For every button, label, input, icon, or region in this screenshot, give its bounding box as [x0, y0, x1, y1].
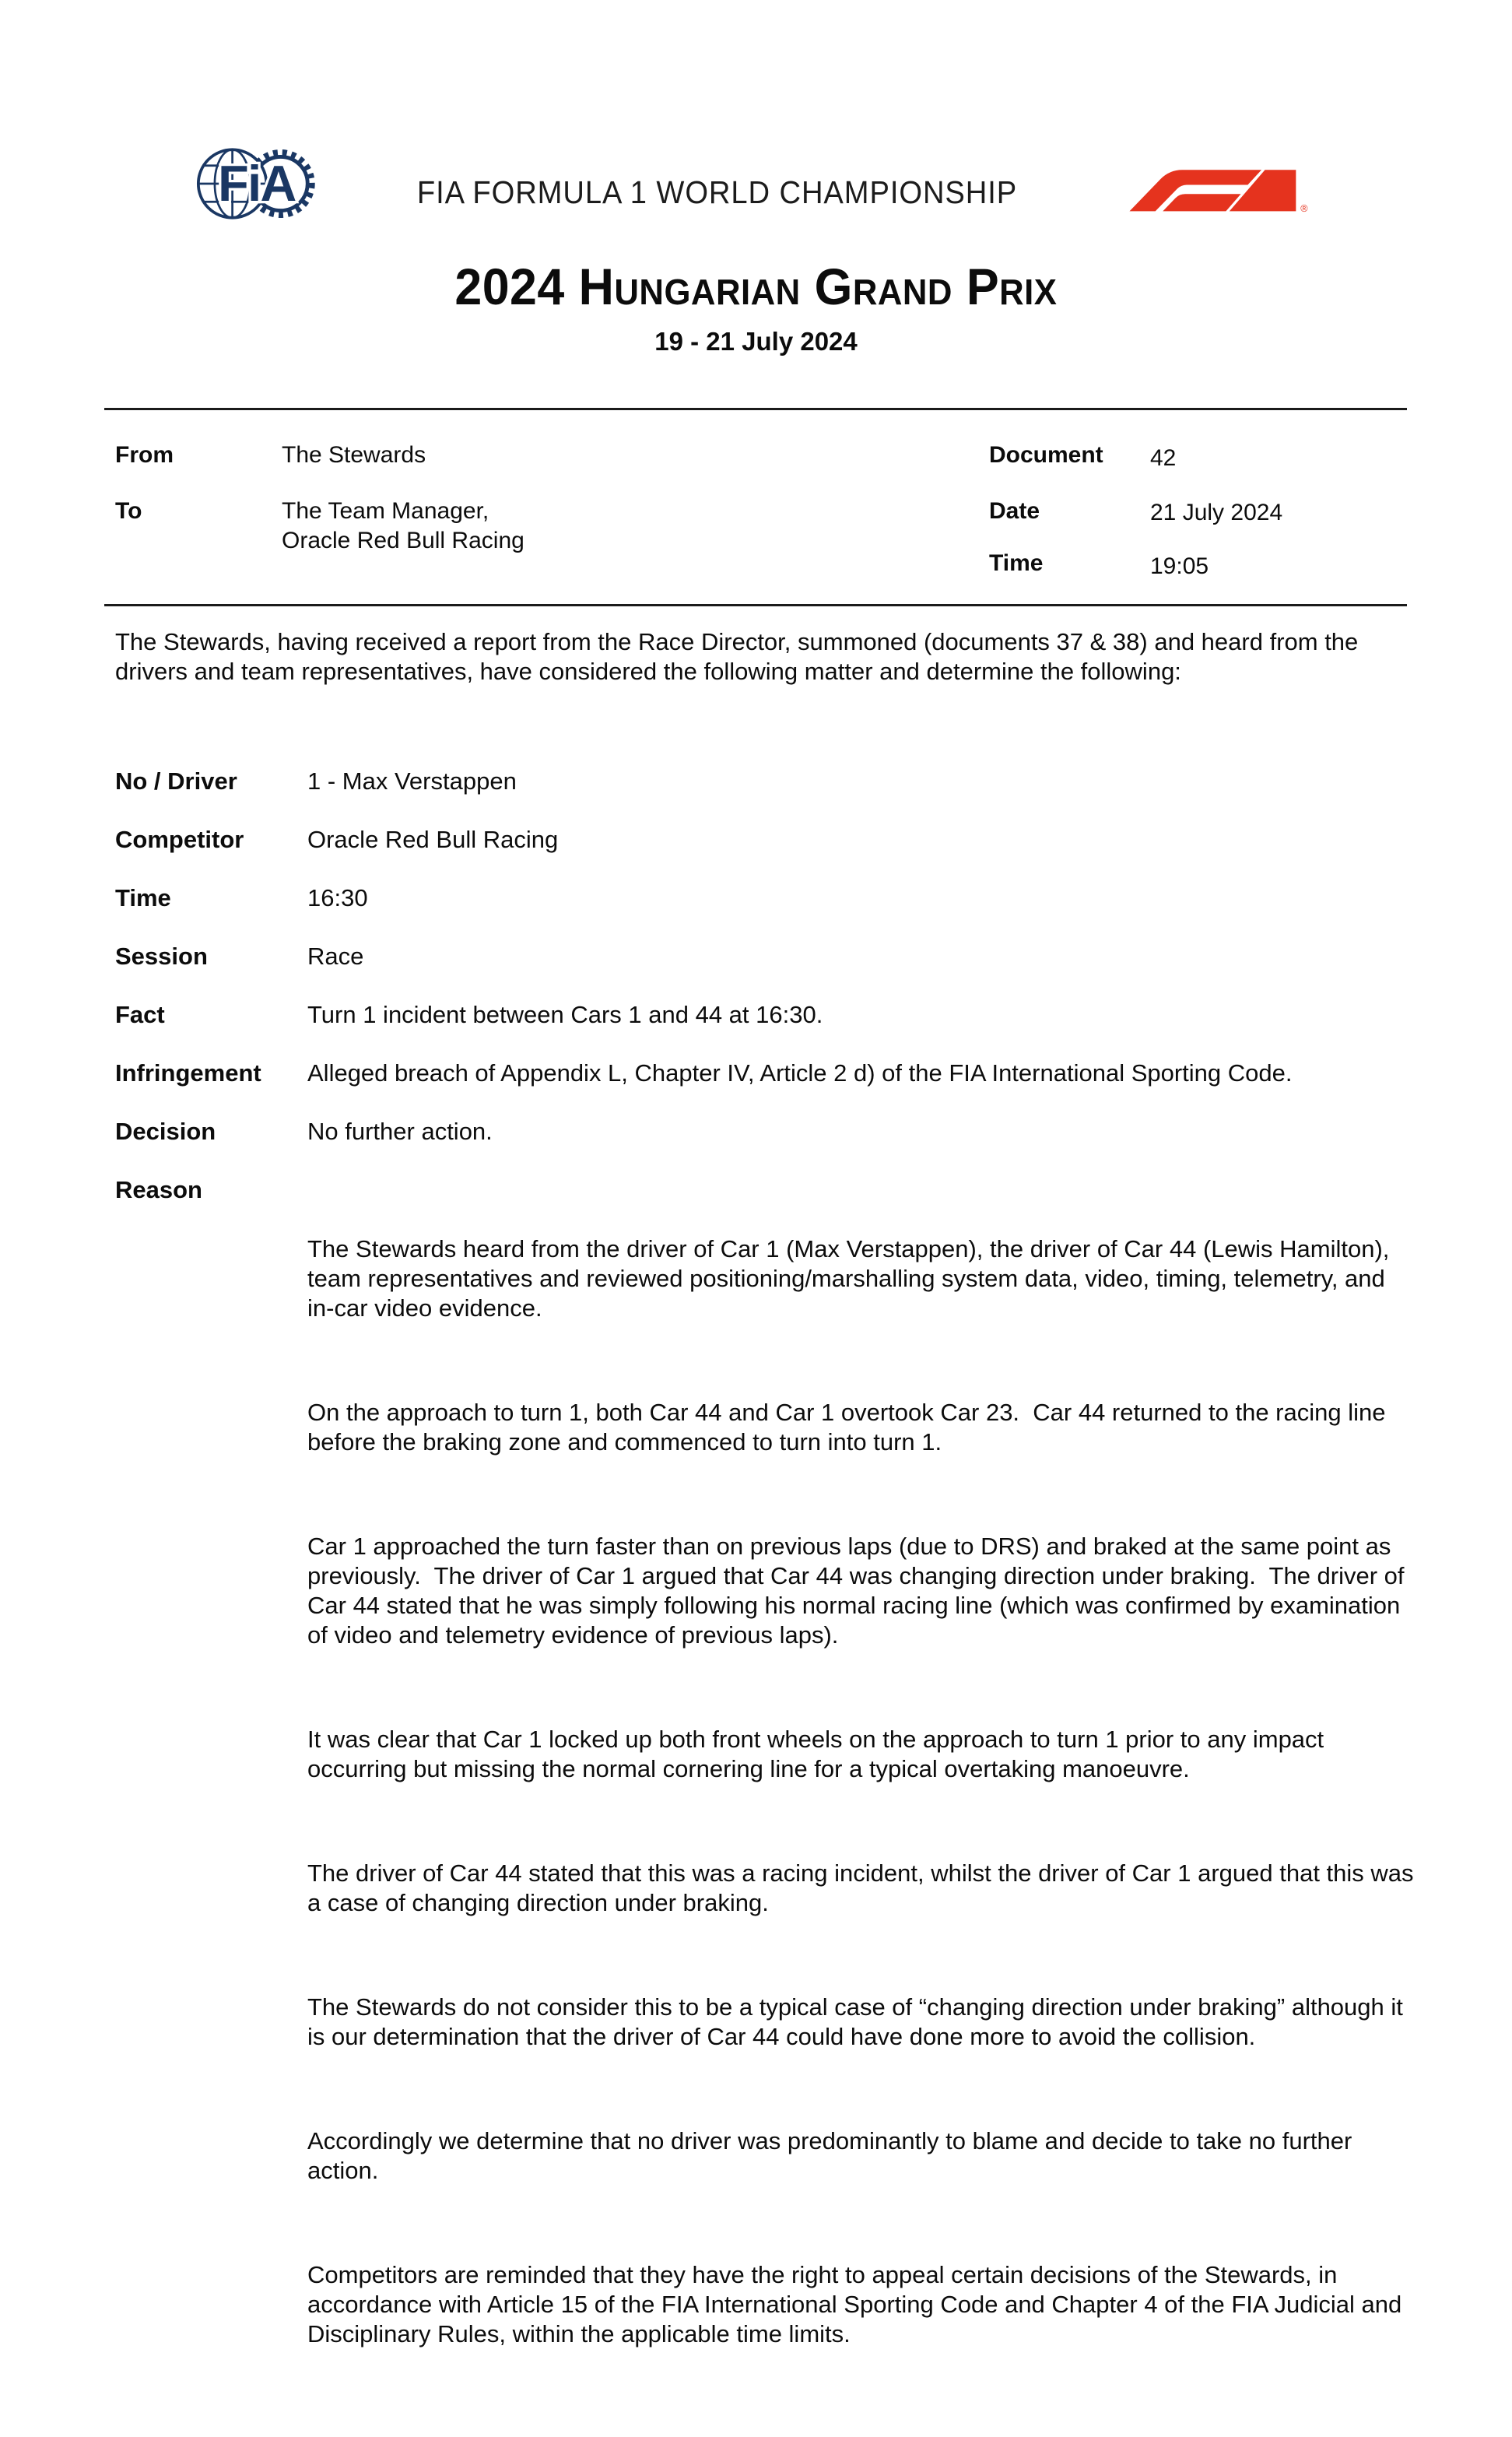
session-label: Session	[115, 943, 208, 970]
reason-paragraph: The Stewards do not consider this to be a typical case of “changing direction under braking” although it is our determination that the driver of Car 44 could have done more to avoid the collision.	[307, 1993, 1410, 2050]
decision-label: Decision	[115, 1118, 216, 1145]
field-row-decision	[115, 1117, 1418, 1147]
f1-logo-f-mid	[1163, 194, 1240, 211]
reason-label: Reason	[115, 1176, 202, 1203]
event-title-text: 2024 Hungarian Grand Prix	[454, 258, 1058, 315]
field-row-competitor	[115, 825, 1418, 855]
reason-paragraph: The Stewards heard from the driver of Car 1 (Max Verstappen), the driver of Car 44 (Lewis Hamilton), team representatives and reviewed positioning/marshalling system data, video, timing, telemetry, and in-car video evidence.	[307, 1235, 1397, 1322]
reason-paragraph: It was clear that Car 1 locked up both front wheels on the approach to turn 1 prior to any impact occurring but missing the normal cornering line for a typical overtaking manoeuvre.	[307, 1726, 1331, 1782]
field-row-reason	[115, 1175, 1421, 2408]
infringement-value: Alleged breach of Appendix L, Chapter IV, Article 2 d) of the FIA International Sporting Code.	[307, 1059, 1293, 1087]
infringement-label: Infringement	[115, 1059, 261, 1087]
horizontal-rule-top	[104, 408, 1407, 410]
reason-paragraph: Competitors are reminded that they have the right to appeal certain decisions of the Stewards, in accordance with Article 15 of the FIA International Sporting Code and Chapter 4 of the FIA Judicial and Disciplinary Rules, within the applicable time limits.	[307, 2261, 1409, 2347]
event-title	[0, 257, 1512, 316]
field-row-time	[115, 883, 1418, 913]
from-value: The Stewards	[282, 442, 426, 468]
event-dates: 19 - 21 July 2024	[654, 327, 858, 356]
to-value-line2: Oracle Red Bull Racing	[282, 528, 524, 553]
document-label: Document	[989, 442, 1103, 468]
reason-value	[307, 1175, 1421, 2408]
championship-title: FIA FORMULA 1 WORLD CHAMPIONSHIP	[416, 174, 1018, 210]
session-value: Race	[307, 943, 364, 970]
competitor-value: Oracle Red Bull Racing	[307, 826, 559, 853]
time-label: Time	[989, 550, 1044, 576]
to-value	[282, 497, 749, 553]
decision-value: No further action.	[307, 1118, 493, 1145]
fia-logo-text: FiA	[218, 155, 296, 212]
field-row-fact	[115, 1000, 1418, 1030]
reason-paragraph: The driver of Car 44 stated that this was a racing incident, whilst the driver of Car 1 argued that this was a case of changing direction under braking.	[307, 1859, 1421, 1916]
decision-fields	[115, 767, 1421, 2437]
intro-paragraph: The Stewards, having received a report from the Race Director, summoned (documents 37 & 38) and heard from the drivers and team representatives, have considered the following matter and determine the following:	[115, 628, 1359, 685]
reason-paragraph: On the approach to turn 1, both Car 44 and Car 1 overtook Car 23. Car 44 returned to the racing line before the braking zone and commenced to turn into turn 1.	[307, 1399, 1393, 1456]
competitor-label: Competitor	[115, 826, 244, 853]
to-label: To	[115, 498, 142, 524]
from-label: From	[115, 442, 174, 468]
no-driver-label: No / Driver	[115, 767, 237, 795]
fact-value: Turn 1 incident between Cars 1 and 44 at 16:30.	[307, 1001, 823, 1028]
field-row-infringement	[115, 1059, 1418, 1088]
date-value: 21 July 2024	[1150, 500, 1283, 525]
f1-registered-mark: ®	[1300, 203, 1308, 215]
f1-logo	[1128, 154, 1312, 213]
time-value: 19:05	[1150, 553, 1209, 579]
fact-label: Fact	[115, 1001, 165, 1028]
field-row-session	[115, 942, 1418, 971]
time-field-label: Time	[115, 884, 171, 911]
date-label: Date	[989, 498, 1040, 524]
reason-paragraph: Car 1 approached the turn faster than on previous laps (due to DRS) and braked at the same point as previously. The driver of Car 1 argued that Car 44 was changing direction under braking. The driver of Car 44 stated that he was simply following his normal racing line (which was confirmed by examination of video and telemetry evidence of previous laps).	[307, 1533, 1412, 1649]
time-field-value: 16:30	[307, 884, 368, 911]
reason-paragraph: Accordingly we determine that no driver was predominantly to blame and decide to take no further action.	[307, 2127, 1359, 2184]
field-row-no-driver	[115, 767, 1418, 796]
no-driver-value: 1 - Max Verstappen	[307, 767, 517, 795]
horizontal-rule-bottom	[104, 604, 1407, 606]
document-value: 42	[1150, 445, 1177, 471]
to-value-line1: The Team Manager,	[282, 498, 489, 524]
